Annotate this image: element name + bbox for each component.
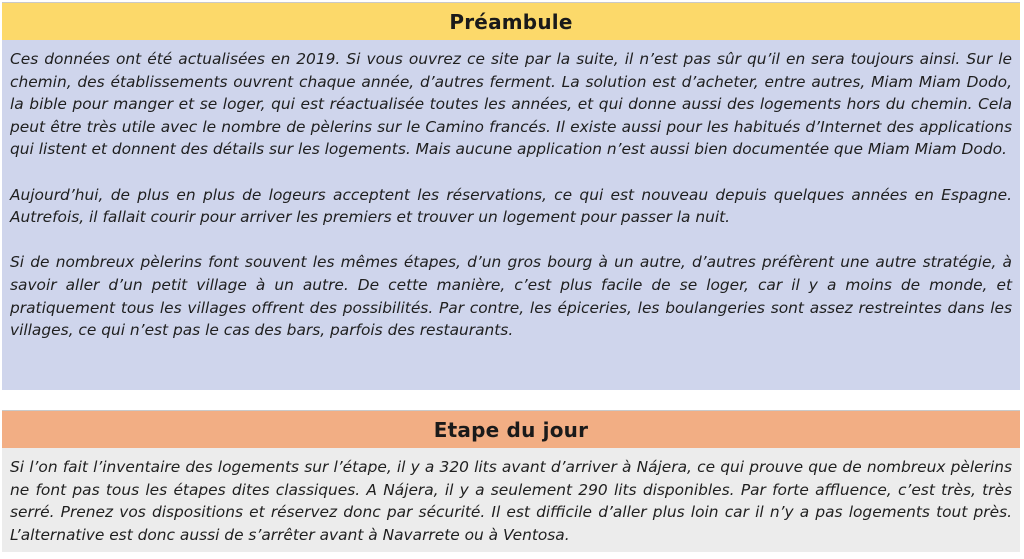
- preambule-title: Préambule: [2, 2, 1020, 40]
- preambule-section: [2, 2, 1020, 390]
- etape-du-jour-title: Etape du jour: [2, 410, 1020, 448]
- preambule-paragraph: Si de nombreux pèlerins font souvent les mêmes étapes, d’un gros bourg à un autre, d’autres préfèrent une autre stratégie, à savoir aller d’un petit village à un autre. De cette manière, c’est plus facile de se loger, car il y a moins de monde, et pratiquement tous les villages offrent des possibilités. Par contre, les épiceries, les boulangeries sont assez restreintes dans les villages, ce qui n’est pas le cas des bars, parfois des restaurants.: [10, 253, 1012, 340]
- etape-du-jour-paragraph: Si l’on fait l’inventaire des logements sur l’étape, il y a 320 lits avant d’arriver à Nájera, ce qui prouve que de nombreux pèlerins ne font pas tous les étapes dites classiques. A Nájera, il y a seulement 290 lits disponibles. Par forte affluence, c’est très, très serré. Prenez vos dispositions et réservez donc par sécurité. Il est difficile d’aller plus loin car il n’y a pas logements tout près. L’alternative est donc aussi de s’arrêter avant à Navarrete ou à Ventosa.: [10, 458, 1012, 544]
- preambule-paragraph: Ces données ont été actualisées en 2019. Si vous ouvrez ce site par la suite, il n’est pas sûr qu’il en sera toujours ainsi. Sur le chemin, des établissements ouvrent chaque année, d’autres ferment. La solution est d’acheter, entre autres, Miam Miam Dodo, la bible pour manger et se loger, qui est réactualisée toutes les années, et qui donne aussi des logements hors du chemin. Cela peut être très utile avec le nombre de pèlerins sur le Camino francés. Il existe aussi pour les habitués d’Internet des applications qui listent et donnent des détails sur les logements. Mais aucune application n’est aussi bien documentée que Miam Miam Dodo.: [10, 50, 1012, 159]
- etape-du-jour-section: [2, 410, 1020, 552]
- etape-du-jour-body: [2, 448, 1020, 552]
- preambule-paragraph: Aujourd’hui, de plus en plus de logeurs acceptent les réservations, ce qui est nouveau depuis quelques années en Espagne. Autrefois, il fallait courir pour arriver les premiers et trouver un logement pour passer la nuit.: [10, 185, 1012, 227]
- preambule-body: [2, 40, 1020, 390]
